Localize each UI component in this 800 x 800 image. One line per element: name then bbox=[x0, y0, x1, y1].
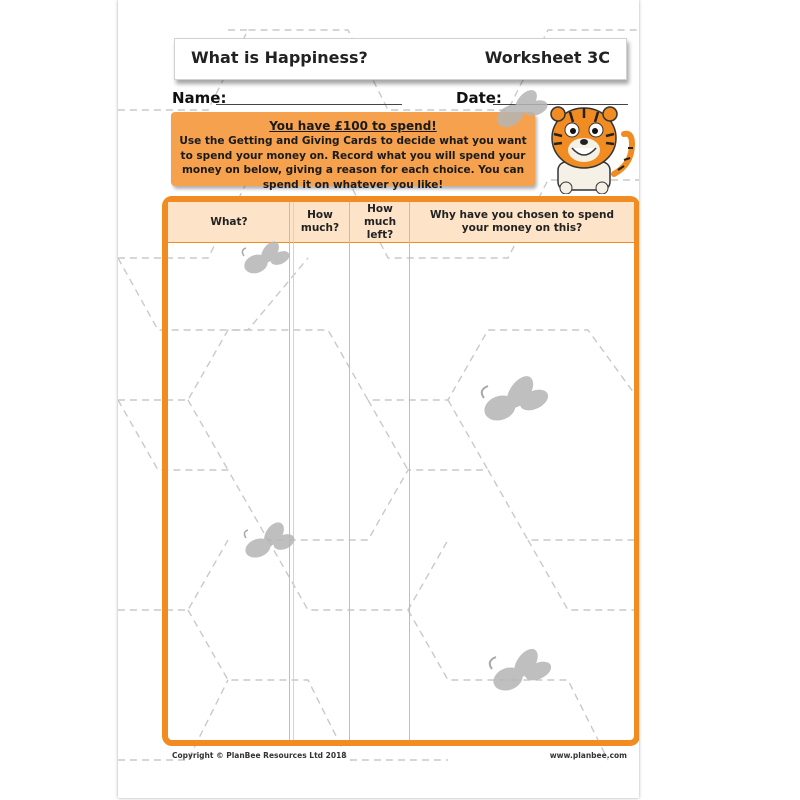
bee-icon bbox=[236, 238, 296, 282]
title-box bbox=[174, 38, 627, 80]
date-label: Date: bbox=[456, 89, 502, 107]
column-header-what: What? bbox=[210, 215, 248, 228]
column-divider bbox=[293, 202, 294, 740]
instructions-title: You have £100 to spend! bbox=[269, 119, 437, 133]
tiger-mascot-icon bbox=[540, 104, 639, 194]
name-label: Name: bbox=[172, 89, 227, 107]
column-header-reason: Why have you chosen to spend your money on this? bbox=[429, 209, 615, 234]
worksheet-page bbox=[118, 0, 639, 798]
table-header bbox=[168, 202, 634, 243]
bee-icon bbox=[468, 372, 558, 436]
column-divider bbox=[289, 202, 290, 740]
copyright-text: Copyright © PlanBee Resources Ltd 2018 bbox=[172, 751, 347, 760]
column-header-how-much: How much? bbox=[300, 209, 340, 234]
column-divider bbox=[409, 202, 410, 740]
bee-icon bbox=[236, 520, 300, 566]
column-header-how-much-left: How much left? bbox=[363, 202, 397, 241]
worksheet-number: Worksheet 3C bbox=[484, 48, 610, 67]
spending-table bbox=[162, 196, 639, 746]
bee-icon bbox=[478, 645, 558, 705]
website-link[interactable]: www.planbee.com bbox=[549, 751, 627, 760]
worksheet-title: What is Happiness? bbox=[191, 48, 368, 67]
instructions-body: Use the Getting and Giving Cards to decide what you want to spend your money on. Record what you will spend your money on below, giving a reason for each choice. You can spend it on whatever you like! bbox=[179, 135, 527, 191]
column-divider bbox=[349, 202, 350, 740]
name-field[interactable] bbox=[216, 104, 402, 105]
